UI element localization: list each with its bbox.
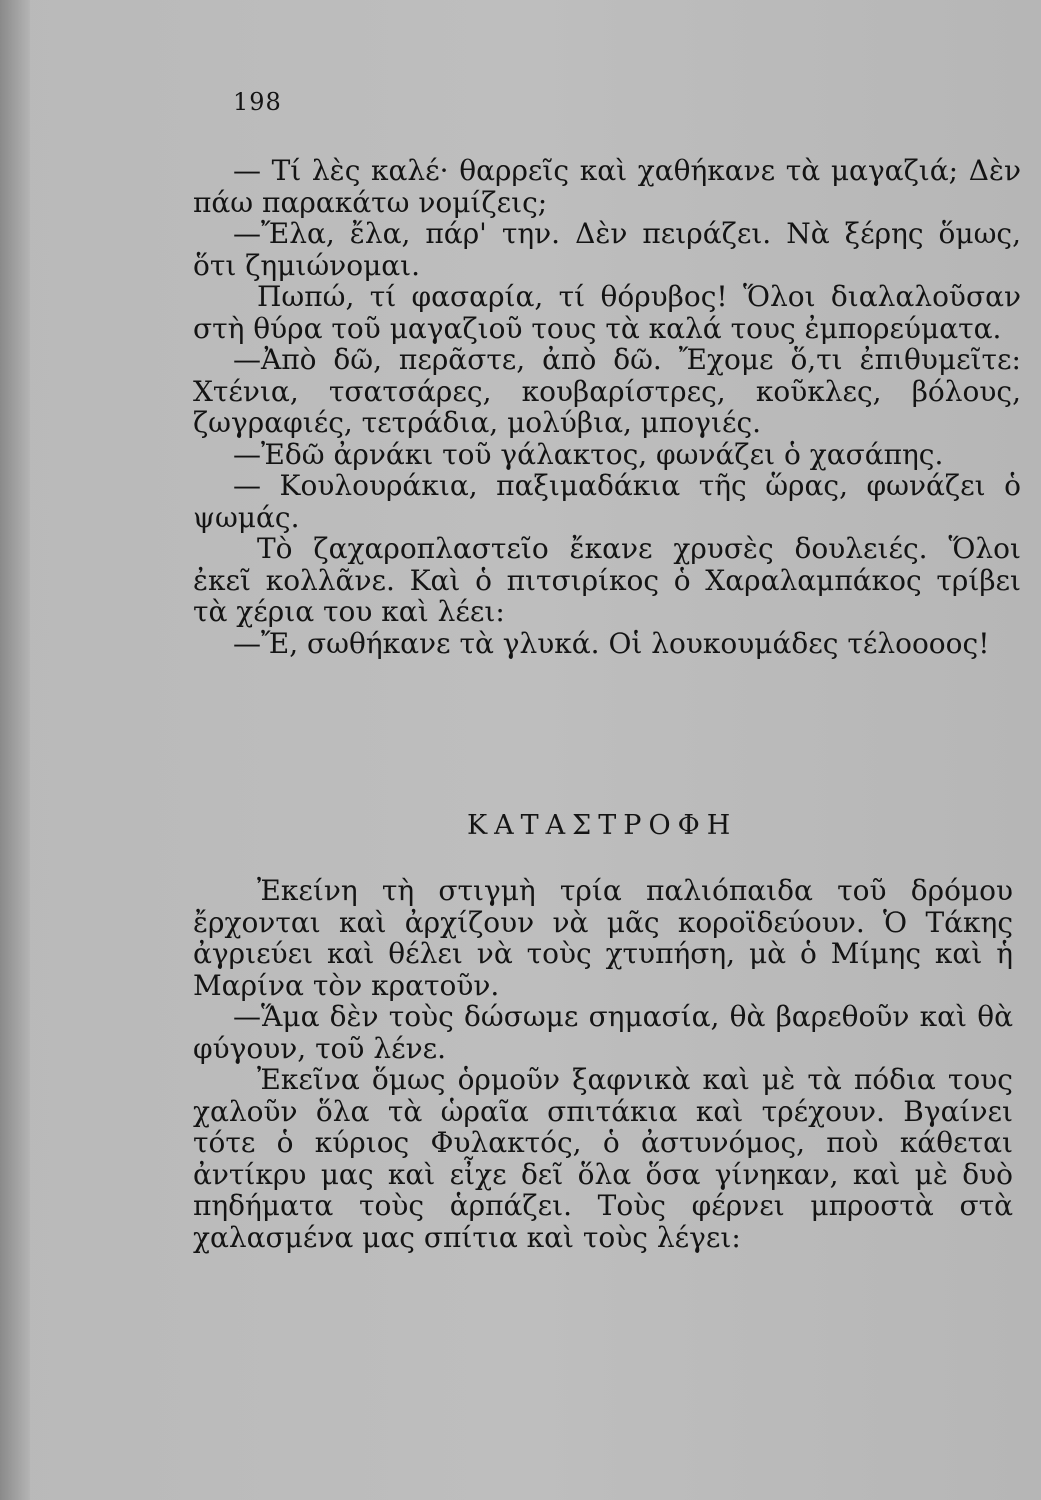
paragraph: Τὸ ζαχαροπλαστεῖο ἔκανε χρυσὲς δουλειές. Ὅλοι ἐκεῖ κολλᾶνε. Καὶ ὁ πιτσιρίκος ὁ Χαραλαμπάκος τρίβει τὰ χέρια του καὶ λέει: (193, 532, 1021, 628)
paragraph: —Ἀπὸ δῶ, περᾶστε, ἀπὸ δῶ. Ἔχομε ὅ,τι ἐπιθυμεῖτε: Χτένια, τσατσάρες, κουβαρίστρες, κοῦκλες, βόλους, ζωγραφιές, τετράδια, μολύβια, μπογιές. (193, 343, 1021, 439)
paragraph: —Ἐδῶ ἀρνάκι τοῦ γάλακτος, φωνάζει ὁ χασάπης. (233, 437, 944, 471)
paragraph: Ἐκείνη τὴ στιγμὴ τρία παλιόπαιδα τοῦ δρόμου ἔρχονται καὶ ἀρχίζουν νὰ μᾶς κοροϊδεύουν. Ὁ Τάκης ἀγριεύει καὶ θέλει νὰ τοὺς χτυπήση, μὰ ὁ Μίμης καὶ ἡ Μαρίνα τὸν κρατοῦν. (193, 874, 1013, 1002)
paragraph: — Κουλουράκια, παξιμαδάκια τῆς ὥρας, φωνάζει ὁ ψωμάς. (193, 469, 1021, 534)
page-number: 198 (233, 88, 282, 116)
paragraph: —Ἔλα, ἔλα, πάρ' την. Δὲν πειράζει. Νὰ ξέρης ὅμως, ὅτι ζημιώνομαι. (193, 217, 1021, 282)
page-gutter-shadow (0, 0, 30, 1500)
section-heading: ΚΑΤΑΣΤΡΟΦΗ (467, 810, 738, 841)
paragraph: Πωπώ, τί φασαρία, τί θόρυβος! Ὅλοι διαλαλοῦσαν στὴ θύρα τοῦ μαγαζιοῦ τους τὰ καλά τους ἐμπορεύματα. (193, 280, 1021, 345)
paragraph: —Ἔ, σωθήκανε τὰ γλυκά. Οἱ λουκουμάδες τέλοοοος! (233, 626, 990, 660)
paragraph: — Τί λὲς καλέ· θαρρεῖς καὶ χαθήκανε τὰ μαγαζιά; Δὲν πάω παρακάτω νομίζεις; (193, 154, 1021, 219)
paragraph: Ἐκεῖνα ὅμως ὁρμοῦν ξαφνικὰ καὶ μὲ τὰ πόδια τους χαλοῦν ὅλα τὰ ὡραῖα σπιτάκια καὶ τρέχουν. Βγαίνει τότε ὁ κύριος Φυλακτός, ὁ ἀστυνόμος, ποὺ κάθεται ἀντίκρυ μας καὶ εἶχε δεῖ ὅλα ὅσα γίνηκαν, καὶ μὲ δυὸ πηδήματα τοὺς ἁρπάζει. Τοὺς φέρνει μπροστὰ στὰ χαλασμένα μας σπίτια καὶ τοὺς λέγει: (193, 1063, 1013, 1254)
paragraph: —Ἅμα δὲν τοὺς δώσωμε σημασία, θὰ βαρεθοῦν καὶ θὰ φύγουν, τοῦ λένε. (193, 1000, 1013, 1065)
body-text-bottom (193, 875, 1013, 1253)
body-text-top (193, 155, 1021, 659)
